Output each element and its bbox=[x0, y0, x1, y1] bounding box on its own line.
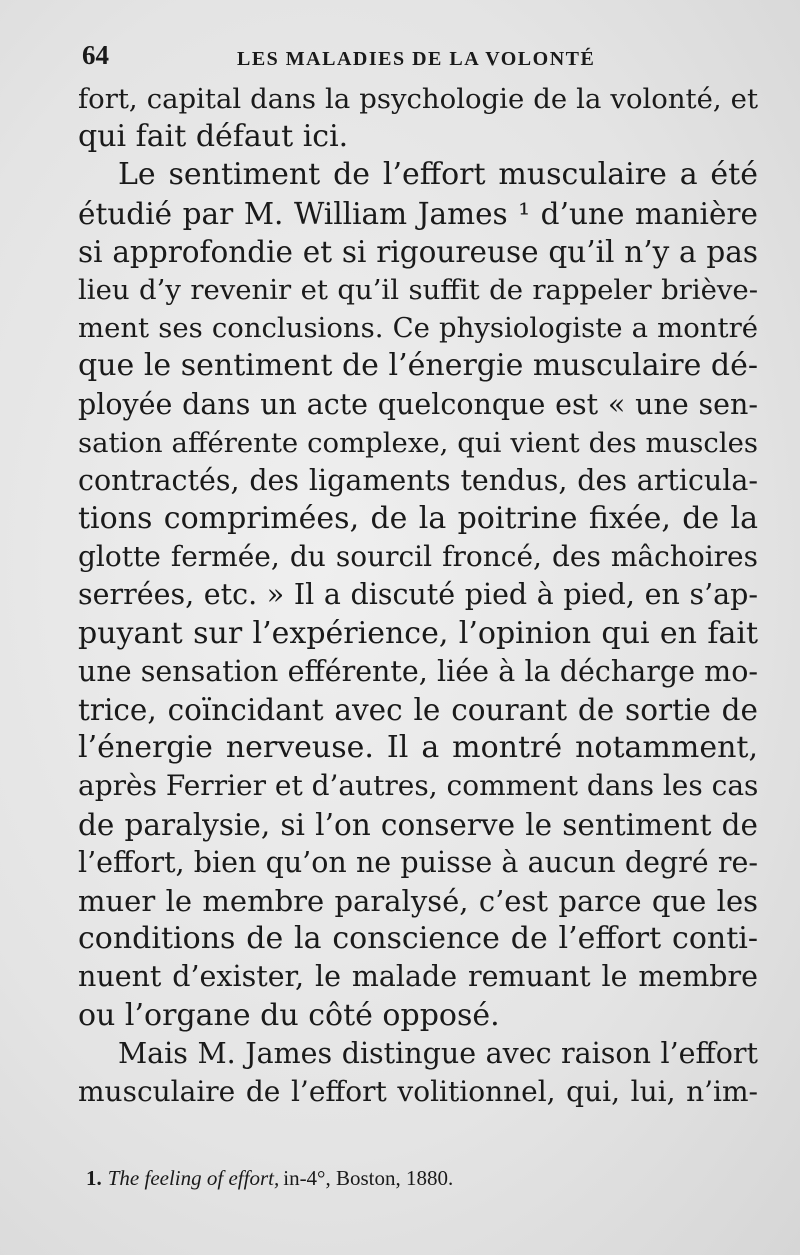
text-line: lieu d’y revenir et qu’il suffit de rappeler briève- bbox=[78, 273, 758, 306]
text-line: Mais M. James distingue avec raison l’effort bbox=[118, 1036, 758, 1070]
text-line: nuent d’exister, le malade remuant le membre bbox=[78, 960, 758, 994]
footnote-number: 1. bbox=[86, 1166, 102, 1190]
footnote-title: The feeling of effort, bbox=[107, 1166, 280, 1190]
text-line: ou l’organe du côté opposé. bbox=[78, 997, 500, 1033]
footnote-details: in-4°, Boston, 1880. bbox=[283, 1166, 454, 1190]
running-head bbox=[82, 40, 642, 76]
text-line: fort, capital dans la psychologie de la volonté, et bbox=[78, 83, 758, 115]
text-line: trice, coïncidant avec le courant de sortie de bbox=[78, 693, 758, 727]
text-line: Le sentiment de l’effort musculaire a été bbox=[118, 157, 758, 193]
footnote bbox=[86, 1166, 453, 1191]
text-line: qui fait défaut ici. bbox=[78, 119, 349, 155]
text-line: glotte fermée, du sourcil froncé, des mâchoires bbox=[78, 540, 758, 574]
text-line: sation afférente complexe, qui vient des muscles bbox=[78, 426, 758, 459]
text-line: après Ferrier et d’autres, comment dans les cas bbox=[78, 769, 759, 803]
text-line: l’énergie nerveuse. Il a montré notamment, bbox=[78, 730, 758, 766]
text-line: puyant sur l’expérience, l’opinion qui en fait bbox=[78, 615, 758, 651]
running-title: LES MALADIES DE LA VOLONTÉ bbox=[237, 48, 596, 70]
text-line: tions comprimées, de la poitrine fixée, de la bbox=[78, 501, 758, 537]
text-line: muer le membre paralysé, c’est parce que les bbox=[78, 883, 758, 918]
page-number: 64 bbox=[82, 40, 109, 70]
text-line: l’effort, bien qu’on ne puisse à aucun degré re- bbox=[78, 845, 758, 879]
text-line: si approfondie et si rigoureuse qu’il n’y a pas bbox=[78, 234, 758, 269]
text-line: conditions de la conscience de l’effort conti- bbox=[78, 921, 758, 957]
text-line: une sensation efférente, liée à la décharge mo- bbox=[78, 654, 758, 688]
body-text bbox=[78, 80, 758, 1111]
text-line: contractés, des ligaments tendus, des articula- bbox=[78, 463, 758, 497]
text-line: de paralysie, si l’on conserve le sentiment de bbox=[78, 807, 758, 842]
text-line: serrées, etc. » Il a discuté pied à pied, en s’ap- bbox=[78, 578, 758, 612]
text-line: musculaire de l’effort volitionnel, qui, lui, n’im- bbox=[78, 1074, 758, 1108]
text-line: étudié par M. William James ¹ d’une manière bbox=[78, 196, 758, 231]
text-line: que le sentiment de l’énergie musculaire dé- bbox=[78, 348, 758, 384]
text-line: ment ses conclusions. Ce physiologiste a montré bbox=[78, 312, 758, 345]
text-line: ployée dans un acte quelconque est « une sen- bbox=[78, 387, 758, 421]
